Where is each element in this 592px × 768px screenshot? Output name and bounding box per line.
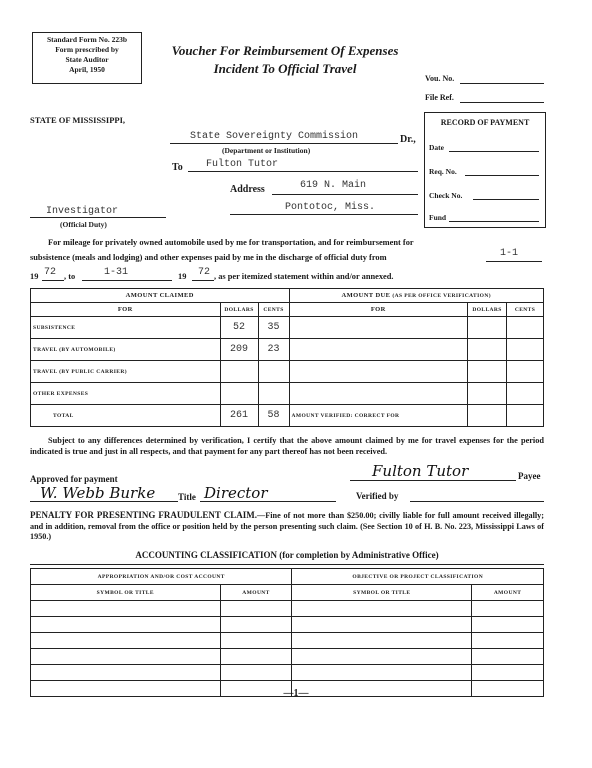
total-cents[interactable]: 58 <box>258 405 289 427</box>
approved-label: Approved for payment <box>30 474 118 484</box>
std-form-line1: Standard Form No. 223b <box>46 35 127 44</box>
row-dollars[interactable]: 52 <box>220 317 258 339</box>
acct-cell[interactable] <box>292 601 472 617</box>
address-label: Address <box>230 184 265 195</box>
file-line[interactable] <box>460 102 544 103</box>
col-dollars: DOLLARS <box>220 303 258 317</box>
record-title: RECORD OF PAYMENT <box>440 118 530 127</box>
title-signature: Director <box>204 484 268 502</box>
acct-cell[interactable] <box>292 617 472 633</box>
approved-line[interactable] <box>30 501 178 502</box>
row-dollars[interactable] <box>220 361 258 383</box>
std-form-line3: State Auditor <box>65 55 109 64</box>
to-line[interactable] <box>188 171 418 172</box>
record-req-line[interactable] <box>465 175 539 176</box>
table-row <box>31 649 544 665</box>
dr-label: Dr., <box>400 134 416 145</box>
title-line[interactable] <box>200 501 336 502</box>
acct-cell[interactable] <box>292 649 472 665</box>
row-cents[interactable]: 23 <box>258 339 289 361</box>
year1-line[interactable] <box>42 280 64 281</box>
amount-header: AMOUNT <box>220 585 292 601</box>
accounting-rule <box>30 564 544 565</box>
symbol-header: SYMBOL OR TITLE <box>31 585 221 601</box>
approp-header: APPROPRIATION AND/OR COST ACCOUNT <box>31 569 292 585</box>
acct-cell[interactable] <box>220 601 292 617</box>
official-duty-value: Investigator <box>46 206 119 217</box>
official-duty-line[interactable] <box>30 217 166 218</box>
amount-due-header <box>289 289 544 303</box>
paragraph-tail: , as per itemized statement within and/or annexed. <box>214 272 394 281</box>
due-cents-cell[interactable] <box>507 405 544 427</box>
due-cents-cell[interactable] <box>507 361 544 383</box>
mileage-paragraph-line1: For mileage for privately owned automobile used by me for transportation, and for reimbursement for <box>48 238 414 247</box>
address-line-2[interactable] <box>230 214 418 215</box>
table-row <box>31 633 544 649</box>
acct-cell[interactable] <box>31 681 221 697</box>
record-date-label: Date <box>429 143 444 152</box>
address-line2: Pontotoc, Miss. <box>285 202 376 213</box>
objective-header: OBJECTIVE OR PROJECT CLASSIFICATION <box>292 569 544 585</box>
due-for-cell[interactable] <box>289 317 468 339</box>
title-line1: Voucher For Reimbursement Of Expenses <box>171 43 399 58</box>
acct-cell[interactable] <box>472 633 544 649</box>
table-row-total <box>31 405 544 427</box>
table-row <box>31 383 544 405</box>
record-fund-line[interactable] <box>449 221 539 222</box>
address-line[interactable] <box>272 194 418 195</box>
record-req-label: Req. No. <box>429 167 457 176</box>
amount-claimed-header: AMOUNT CLAIMED <box>31 289 290 303</box>
acct-cell[interactable] <box>220 633 292 649</box>
due-for-cell[interactable] <box>289 339 468 361</box>
form-title <box>140 42 430 78</box>
due-cents-cell[interactable] <box>507 383 544 405</box>
acct-cell[interactable] <box>292 665 472 681</box>
amount-due-title: AMOUNT DUE <box>341 292 391 299</box>
row-label: TRAVEL (BY PUBLIC CARRIER) <box>31 361 221 383</box>
standard-form-box <box>32 32 142 84</box>
amount-table <box>30 288 544 427</box>
acct-cell[interactable] <box>292 633 472 649</box>
penalty-text <box>30 510 544 543</box>
title-line2: Incident To Official Travel <box>213 61 357 76</box>
col-for: FOR <box>31 303 221 317</box>
acct-cell[interactable] <box>31 665 221 681</box>
acct-cell[interactable] <box>472 617 544 633</box>
amount-verified-label: AMOUNT VERIFIED: CORRECT FOR <box>289 405 468 427</box>
std-form-line2: Form prescribed by <box>55 45 119 54</box>
record-of-payment-box <box>424 112 546 228</box>
due-for-cell[interactable] <box>289 383 468 405</box>
vou-label: Vou. No. <box>425 74 455 83</box>
year2-line[interactable] <box>192 280 214 281</box>
year1-prefix: 19 <box>30 272 39 281</box>
acct-cell[interactable] <box>31 649 221 665</box>
from-date-line[interactable] <box>486 261 542 262</box>
record-check-line[interactable] <box>473 199 539 200</box>
amount-header-2: AMOUNT <box>472 585 544 601</box>
due-dollars-cell[interactable] <box>468 339 507 361</box>
vou-line[interactable] <box>460 83 544 84</box>
due-cents-cell[interactable] <box>507 339 544 361</box>
department-caption: (Department or Institution) <box>222 146 311 155</box>
accounting-table <box>30 568 544 697</box>
state-label: STATE OF MISSISSIPPI, <box>30 115 126 125</box>
verified-by-line[interactable] <box>410 501 544 502</box>
row-cents[interactable] <box>258 383 289 405</box>
total-dollars[interactable]: 261 <box>220 405 258 427</box>
from-date: 1-1 <box>500 248 519 259</box>
acct-cell[interactable] <box>472 601 544 617</box>
approved-signature: W. Webb Burke <box>40 484 156 502</box>
std-form-line4: April, 1950 <box>69 65 105 74</box>
col-cents: CENTS <box>258 303 289 317</box>
penalty-head: PENALTY FOR PRESENTING FRAUDULENT CLAIM. <box>30 510 258 520</box>
acct-cell[interactable] <box>220 649 292 665</box>
page-number: —1— <box>283 688 309 699</box>
verified-by-label: Verified by <box>356 491 399 501</box>
year2-value: 72 <box>198 267 211 278</box>
symbol-header-2: SYMBOL OR TITLE <box>292 585 472 601</box>
to-date-line[interactable] <box>82 280 172 281</box>
payee-signature: Fulton Tutor <box>372 462 469 480</box>
col-for-due: FOR <box>289 303 468 317</box>
record-date-line[interactable] <box>449 151 539 152</box>
title-label: Title <box>178 492 196 502</box>
due-dollars-cell[interactable] <box>468 383 507 405</box>
acct-cell[interactable] <box>472 665 544 681</box>
official-duty-caption: (Official Duty) <box>60 220 107 229</box>
table-row <box>31 361 544 383</box>
acct-cell[interactable] <box>472 681 544 697</box>
to-label: To <box>172 162 183 173</box>
due-cents-cell[interactable] <box>507 317 544 339</box>
mileage-paragraph-line2: subsistence (meals and lodging) and other expenses paid by me in the discharge of official duty from <box>30 253 387 262</box>
row-label: SUBSISTENCE <box>31 317 221 339</box>
table-row <box>31 317 544 339</box>
year2-prefix: 19 <box>178 272 187 281</box>
table-row <box>31 339 544 361</box>
department-value: State Sovereignty Commission <box>190 131 359 142</box>
col-dollars-due: DOLLARS <box>468 303 507 317</box>
row-cents[interactable] <box>258 361 289 383</box>
record-fund-label: Fund <box>429 213 447 222</box>
year1-value: 72 <box>44 267 57 278</box>
acct-cell[interactable] <box>31 601 221 617</box>
row-dollars[interactable]: 209 <box>220 339 258 361</box>
due-dollars-cell[interactable] <box>468 405 507 427</box>
row-label: TRAVEL (BY AUTOMOBILE) <box>31 339 221 361</box>
amount-due-note: (AS PER OFFICE VERIFICATION) <box>392 293 491 299</box>
to-date: 1-31 <box>104 267 129 278</box>
due-for-cell[interactable] <box>289 361 468 383</box>
table-row <box>31 617 544 633</box>
acct-cell[interactable] <box>31 617 221 633</box>
to-value: Fulton Tutor <box>206 159 279 170</box>
department-line[interactable] <box>170 143 398 144</box>
row-label: OTHER EXPENSES <box>31 383 221 405</box>
certification-text: Subject to any differences determined by verification, I certify that the above amount claimed by me for travel expenses for the period indicated is true and just in all respects, and that payment for any part thereof has not been received. <box>30 436 544 456</box>
accounting-title: ACCOUNTING CLASSIFICATION (for completion by Administrative Office) <box>135 550 439 560</box>
table-row <box>31 601 544 617</box>
penalty-body: —Fine of not more than $250.00; civilly liable for full amount received illegally; and in addition, removal from the office or position held by the person presenting such claim. (See Section 10 of H. B. No. 223, Mississippi Laws of 1950.) <box>30 511 544 541</box>
acct-cell[interactable] <box>31 633 221 649</box>
file-label: File Ref. <box>425 93 454 102</box>
to-word: , to <box>64 272 76 281</box>
col-cents-due: CENTS <box>507 303 544 317</box>
row-cents[interactable]: 35 <box>258 317 289 339</box>
acct-cell[interactable] <box>472 649 544 665</box>
payee-line[interactable] <box>350 480 516 481</box>
acct-cell[interactable] <box>220 665 292 681</box>
due-dollars-cell[interactable] <box>468 361 507 383</box>
acct-cell[interactable] <box>220 617 292 633</box>
due-dollars-cell[interactable] <box>468 317 507 339</box>
row-label: TOTAL <box>31 405 221 427</box>
address-line1: 619 N. Main <box>300 180 367 191</box>
payee-label: Payee <box>518 471 541 481</box>
record-check-label: Check No. <box>429 191 463 200</box>
table-row <box>31 665 544 681</box>
row-dollars[interactable] <box>220 383 258 405</box>
